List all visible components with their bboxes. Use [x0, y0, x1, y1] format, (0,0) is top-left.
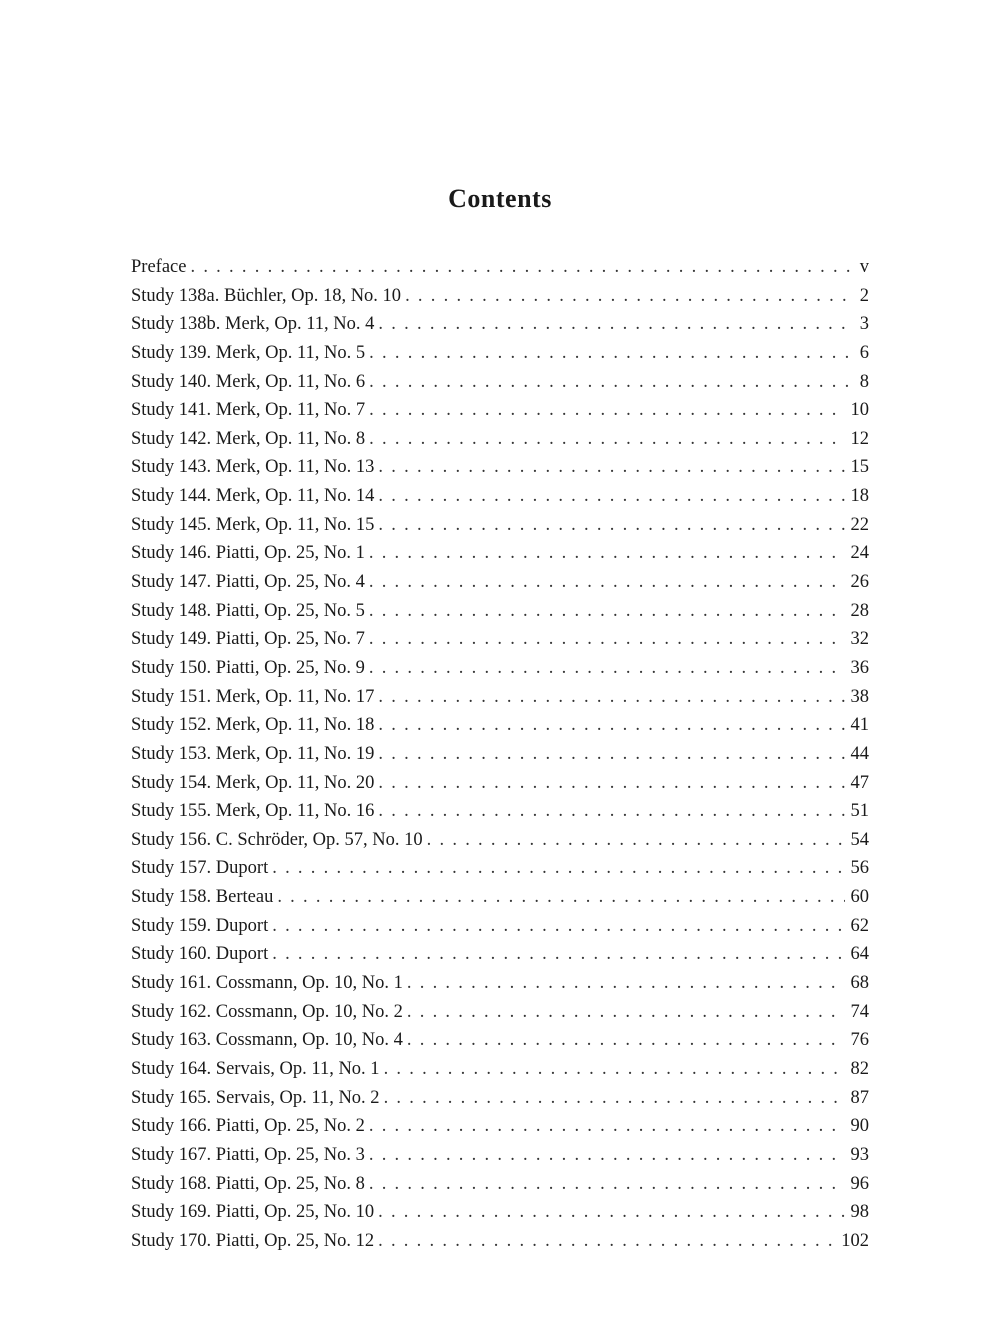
dot-leader	[369, 539, 845, 568]
toc-entry[interactable]	[131, 282, 869, 311]
toc-entry-page-number: 87	[850, 1087, 869, 1108]
dot-leader	[378, 711, 844, 740]
dot-leader	[369, 568, 845, 597]
toc-entry-label: Study 168. Piatti, Op. 25, No. 8	[131, 1173, 365, 1194]
toc-entry[interactable]	[131, 1055, 869, 1084]
toc-entry-label: Study 164. Servais, Op. 11, No. 1	[131, 1058, 380, 1079]
toc-entry[interactable]	[131, 797, 869, 826]
toc-entry-page-number: 38	[850, 686, 869, 707]
toc-entry-page-number: 3	[859, 314, 869, 335]
toc-entry[interactable]	[131, 511, 869, 540]
toc-entry[interactable]	[131, 568, 869, 597]
dot-leader	[272, 854, 844, 883]
toc-entry-label: Study 148. Piatti, Op. 25, No. 5	[131, 600, 365, 621]
toc-entry[interactable]	[131, 1026, 869, 1055]
toc-entry-label: Study 142. Merk, Op. 11, No. 8	[131, 428, 366, 449]
dot-leader	[378, 797, 844, 826]
toc-entry[interactable]	[131, 940, 869, 969]
dot-leader	[378, 1198, 844, 1227]
toc-entry[interactable]	[131, 539, 869, 568]
toc-entry[interactable]	[131, 368, 869, 397]
page-title: Contents	[448, 184, 552, 213]
dot-leader	[378, 482, 844, 511]
toc-entry-page-number: v	[859, 257, 869, 277]
dot-leader	[378, 511, 844, 540]
dot-leader	[272, 912, 844, 941]
dot-leader	[405, 282, 854, 311]
toc-entry[interactable]	[131, 969, 869, 998]
toc-entry[interactable]	[131, 396, 869, 425]
toc-entry-label: Study 155. Merk, Op. 11, No. 16	[131, 801, 375, 822]
toc-entry-page-number: 102	[841, 1230, 869, 1251]
toc-entry-label: Study 162. Cossmann, Op. 10, No. 2	[131, 1001, 403, 1022]
toc-entry-page-number: 18	[850, 486, 869, 507]
toc-entry-label: Study 153. Merk, Op. 11, No. 19	[131, 743, 375, 764]
dot-leader	[384, 1055, 845, 1084]
toc-entry[interactable]	[131, 740, 869, 769]
toc-entry[interactable]	[131, 711, 869, 740]
toc-entry-page-number: 76	[850, 1030, 869, 1051]
toc-entry-label: Study 166. Piatti, Op. 25, No. 2	[131, 1116, 365, 1137]
toc-entry-page-number: 15	[850, 457, 869, 478]
toc-entry-label: Study 154. Merk, Op. 11, No. 20	[131, 772, 375, 793]
dot-leader	[407, 1026, 845, 1055]
toc-entry-page-number: 90	[850, 1116, 869, 1137]
toc-entry-page-number: 98	[850, 1202, 869, 1223]
toc-entry-label: Study 152. Merk, Op. 11, No. 18	[131, 715, 375, 736]
toc-entry[interactable]	[131, 453, 869, 482]
toc-entry[interactable]	[131, 769, 869, 798]
dot-leader	[369, 625, 845, 654]
toc-entry-label: Study 161. Cossmann, Op. 10, No. 1	[131, 973, 403, 994]
dot-leader	[369, 368, 854, 397]
toc-entry-label: Study 151. Merk, Op. 11, No. 17	[131, 686, 375, 707]
toc-entry[interactable]	[131, 883, 869, 912]
dot-leader	[378, 683, 844, 712]
toc-entry-label: Study 160. Duport	[131, 944, 269, 965]
toc-entry[interactable]	[131, 597, 869, 626]
dot-leader	[407, 998, 845, 1027]
dot-leader	[378, 453, 844, 482]
toc-entry-page-number: 82	[850, 1058, 869, 1079]
toc-entry[interactable]	[131, 826, 869, 855]
toc-entry[interactable]	[131, 1141, 869, 1170]
dot-leader	[369, 1112, 845, 1141]
toc-entry-page-number: 41	[850, 715, 869, 736]
toc-entry[interactable]	[131, 1084, 869, 1113]
toc-entry-label: Study 158. Berteau	[131, 887, 274, 908]
toc-entry-page-number: 62	[850, 915, 869, 936]
toc-entry-label: Study 157. Duport	[131, 858, 269, 879]
dot-leader	[369, 425, 844, 454]
toc-entry-label: Study 163. Cossmann, Op. 10, No. 4	[131, 1030, 403, 1051]
toc-entry-page-number: 28	[850, 600, 869, 621]
toc-entry-page-number: 64	[850, 944, 869, 965]
toc-entry-label: Study 156. C. Schröder, Op. 57, No. 10	[131, 829, 423, 850]
toc-entry-page-number: 96	[850, 1173, 869, 1194]
dot-leader	[369, 396, 844, 425]
dot-leader	[427, 826, 845, 855]
toc-entry[interactable]	[131, 625, 869, 654]
toc-entry[interactable]	[131, 912, 869, 941]
toc-entry[interactable]	[131, 310, 869, 339]
dot-leader	[272, 940, 844, 969]
dot-leader	[190, 253, 853, 282]
toc-entry-page-number: 32	[850, 629, 869, 650]
toc-entry-label: Study 144. Merk, Op. 11, No. 14	[131, 486, 375, 507]
toc-entry-page-number: 22	[850, 514, 869, 535]
dot-leader	[369, 654, 845, 683]
toc-entry-page-number: 10	[850, 400, 869, 421]
toc-entry[interactable]	[131, 482, 869, 511]
toc-entry-label: Study 143. Merk, Op. 11, No. 13	[131, 457, 375, 478]
dot-leader	[384, 1084, 845, 1113]
dot-leader	[277, 883, 844, 912]
dot-leader	[378, 769, 844, 798]
toc-entry-page-number: 51	[850, 801, 869, 822]
toc-entry-label: Study 150. Piatti, Op. 25, No. 9	[131, 657, 365, 678]
toc-entry[interactable]	[131, 854, 869, 883]
toc-entry-label: Study 147. Piatti, Op. 25, No. 4	[131, 572, 365, 593]
toc-entry-label: Study 138a. Büchler, Op. 18, No. 10	[131, 285, 402, 306]
toc-entry[interactable]	[131, 1227, 869, 1256]
toc-entry[interactable]	[131, 998, 869, 1027]
toc-entry-label: Study 145. Merk, Op. 11, No. 15	[131, 514, 375, 535]
toc-entry[interactable]	[131, 253, 869, 282]
dot-leader	[369, 1141, 845, 1170]
toc-entry-page-number: 44	[850, 743, 869, 764]
dot-leader	[378, 310, 853, 339]
toc-entry-page-number: 47	[850, 772, 869, 793]
toc-entry-page-number: 2	[859, 285, 869, 306]
toc-entry-page-number: 56	[850, 858, 869, 879]
toc-entry-label: Study 138b. Merk, Op. 11, No. 4	[131, 314, 375, 335]
dot-leader	[378, 740, 844, 769]
dot-leader	[378, 1227, 835, 1256]
toc-entry-page-number: 74	[850, 1001, 869, 1022]
toc-entry-page-number: 54	[850, 829, 869, 850]
toc-entry-page-number: 6	[859, 342, 869, 363]
toc-entry[interactable]	[131, 339, 869, 368]
toc-entry[interactable]	[131, 425, 869, 454]
toc-entry-label: Study 167. Piatti, Op. 25, No. 3	[131, 1144, 365, 1165]
toc-entry-page-number: 12	[850, 428, 869, 449]
dot-leader	[369, 1170, 845, 1199]
toc-entry[interactable]	[131, 1198, 869, 1227]
toc-entry-label: Study 165. Servais, Op. 11, No. 2	[131, 1087, 380, 1108]
dot-leader	[369, 597, 845, 626]
toc-entry-page-number: 8	[859, 371, 869, 392]
toc-entry[interactable]	[131, 654, 869, 683]
toc-entry-page-number: 24	[850, 543, 869, 564]
toc-entry-label: Study 149. Piatti, Op. 25, No. 7	[131, 629, 365, 650]
toc-entry-page-number: 93	[850, 1144, 869, 1165]
toc-entry-page-number: 68	[850, 973, 869, 994]
toc-entry-label: Preface	[131, 257, 187, 277]
toc-entry[interactable]	[131, 1112, 869, 1141]
toc-entry-page-number: 36	[850, 657, 869, 678]
table-of-contents	[131, 253, 869, 1255]
toc-entry-page-number: 26	[850, 572, 869, 593]
toc-entry-label: Study 146. Piatti, Op. 25, No. 1	[131, 543, 365, 564]
toc-entry-label: Study 140. Merk, Op. 11, No. 6	[131, 371, 366, 392]
toc-entry-label: Study 169. Piatti, Op. 25, No. 10	[131, 1202, 375, 1223]
toc-entry-label: Study 159. Duport	[131, 915, 269, 936]
dot-leader	[369, 339, 854, 368]
toc-entry-label: Study 170. Piatti, Op. 25, No. 12	[131, 1230, 375, 1251]
toc-entry-label: Study 141. Merk, Op. 11, No. 7	[131, 400, 366, 421]
dot-leader	[407, 969, 845, 998]
toc-entry-label: Study 139. Merk, Op. 11, No. 5	[131, 342, 366, 363]
toc-entry[interactable]	[131, 1170, 869, 1199]
toc-entry-page-number: 60	[850, 887, 869, 908]
toc-entry[interactable]	[131, 683, 869, 712]
